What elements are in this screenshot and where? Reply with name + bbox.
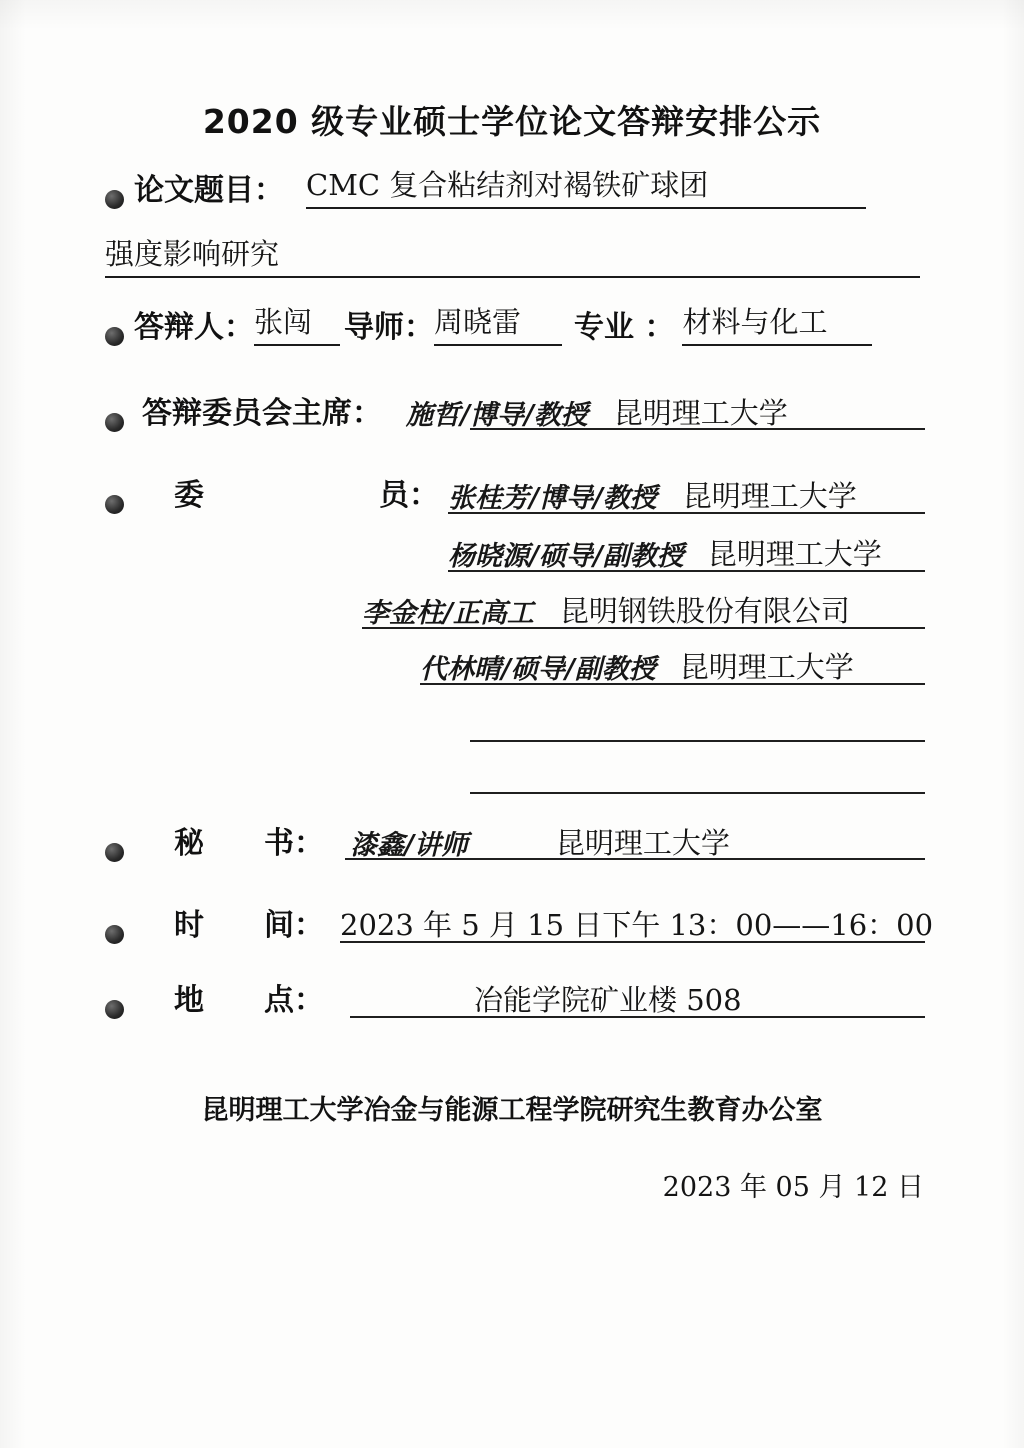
bullet-icon (105, 925, 124, 944)
bullet-icon (105, 1000, 124, 1019)
defender-name: 张闯 (254, 300, 340, 346)
member-underline (420, 683, 925, 685)
member-name: 李金柱/正高工 (362, 598, 534, 629)
secretary-affiliation: 昆明理工大学 (555, 826, 730, 860)
time-value: 2023 年 5 月 15 日下午 13：00——16：00 (340, 908, 934, 942)
place-label-right: 点： (264, 983, 324, 1018)
major-value: 材料与化工 (682, 300, 872, 346)
member-row (448, 532, 882, 573)
place-label-left: 地 (174, 983, 204, 1018)
bullet-icon (105, 495, 124, 514)
secretary-row (105, 818, 730, 862)
bullet-icon (105, 327, 124, 346)
member-affiliation: 昆明钢铁股份有限公司 (559, 594, 850, 628)
place-value: 冶能学院矿业楼 508 (474, 983, 742, 1017)
chair-underline (470, 428, 925, 430)
defender-label: 答辩人： (134, 310, 254, 345)
time-label-left: 时 (174, 908, 204, 943)
members-label-left: 委 (174, 478, 204, 513)
issue-date: 2023 年 05 月 12 日 (662, 1172, 924, 1203)
member-underline (448, 570, 925, 572)
bullet-icon (105, 413, 124, 432)
member-name: 杨晓源/硕导/副教授 (448, 541, 684, 572)
chair-label: 答辩委员会主席： (142, 396, 382, 431)
time-underline (340, 941, 925, 943)
member-underline-empty (470, 792, 925, 794)
secretary-label-left: 秘 (174, 826, 204, 861)
member-row (362, 589, 850, 630)
member-underline-empty (470, 740, 925, 742)
advisor-name: 周晓雷 (434, 300, 562, 346)
thesis-title-row (105, 163, 866, 209)
member-underline (362, 627, 925, 629)
member-underline (448, 512, 925, 514)
thesis-title-label: 论文题目： (134, 173, 284, 208)
member-row (448, 474, 857, 515)
advisor-label: 导师： (344, 310, 434, 345)
page-title: 2020 级专业硕士学位论文答辩安排公示 (202, 102, 822, 141)
time-label-right: 间： (264, 908, 324, 943)
members-label-row (105, 470, 439, 514)
chair-name: 施哲/博导/教授 (406, 400, 588, 431)
members-label-right: 员： (379, 478, 439, 513)
bullet-icon (105, 190, 124, 209)
thesis-title-value-line1: CMC 复合粘结剂对褐铁矿球团 (306, 163, 866, 209)
issuing-office: 昆明理工大学冶金与能源工程学院研究生教育办公室 (201, 1095, 823, 1126)
major-label: 专业 ： (574, 310, 675, 345)
secretary-underline (345, 858, 925, 860)
place-row (105, 975, 742, 1019)
place-underline (350, 1016, 925, 1018)
secretary-name: 漆鑫/讲师 (350, 830, 468, 861)
chair-affiliation: 昆明理工大学 (613, 396, 788, 430)
thesis-title-row-2 (105, 232, 920, 278)
member-row (420, 645, 854, 686)
time-row (105, 900, 933, 944)
member-affiliation: 昆明理工大学 (679, 650, 854, 684)
thesis-title-value-line2: 强度影响研究 (105, 232, 920, 278)
member-name: 张桂芳/博导/教授 (448, 483, 657, 514)
chair-row (105, 388, 788, 432)
bullet-icon (105, 843, 124, 862)
member-affiliation: 昆明理工大学 (707, 537, 882, 571)
defender-row (105, 300, 872, 346)
member-affiliation: 昆明理工大学 (682, 479, 857, 513)
secretary-label-right: 书： (264, 826, 324, 861)
member-name: 代林晴/硕导/副教授 (420, 654, 656, 685)
